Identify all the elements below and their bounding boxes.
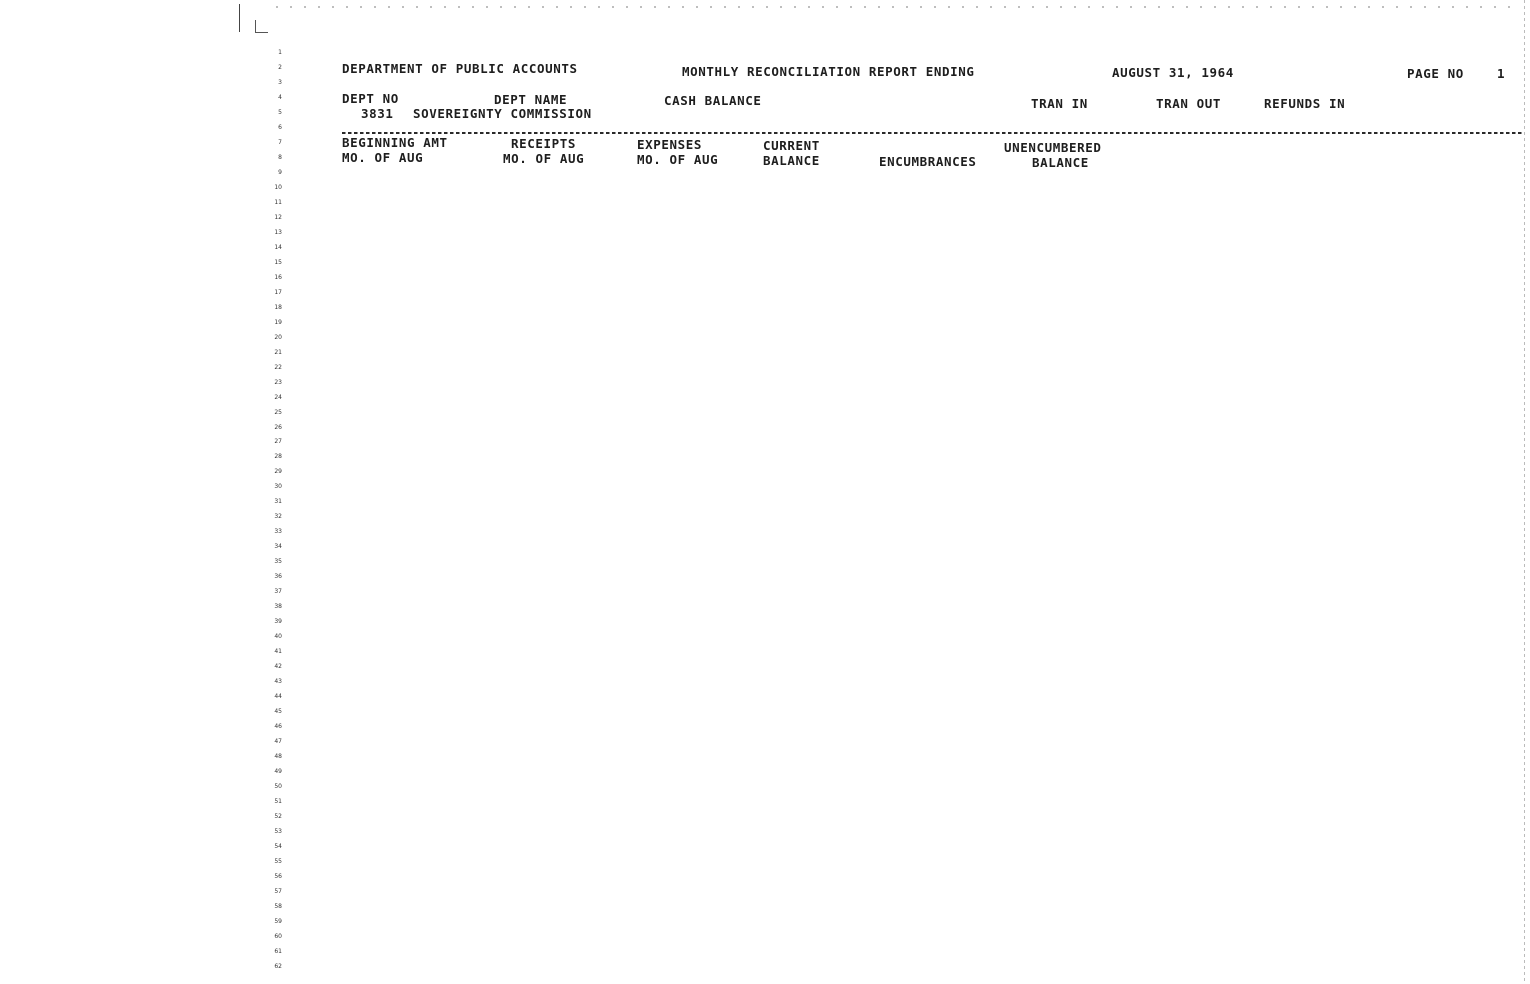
refunds-in-label: REFUNDS IN bbox=[1264, 96, 1346, 111]
line-number: 32 bbox=[274, 513, 282, 521]
page-number: 1 bbox=[1497, 66, 1506, 81]
line-number: 58 bbox=[274, 902, 282, 910]
page-corner-mark bbox=[255, 20, 268, 33]
dashed-separator bbox=[342, 132, 1522, 134]
line-number: 57 bbox=[274, 887, 282, 895]
dept-no-value: 3831 bbox=[361, 106, 394, 121]
col-expenses-sub: MO. OF AUG bbox=[637, 152, 719, 167]
line-number: 20 bbox=[274, 333, 282, 341]
line-number: 4 bbox=[278, 93, 282, 101]
line-number: 7 bbox=[278, 138, 282, 146]
page-number-label: PAGE NO bbox=[1407, 66, 1464, 81]
line-number: 12 bbox=[274, 213, 282, 221]
col-encumbrances: ENCUMBRANCES bbox=[879, 154, 977, 169]
line-number: 3 bbox=[278, 78, 282, 86]
line-number: 27 bbox=[274, 438, 282, 446]
line-number: 41 bbox=[274, 648, 282, 656]
line-number: 54 bbox=[274, 842, 282, 850]
line-number: 22 bbox=[274, 363, 282, 371]
line-number: 55 bbox=[274, 857, 282, 865]
line-number: 26 bbox=[274, 423, 282, 431]
line-number: 8 bbox=[278, 153, 282, 161]
line-number: 52 bbox=[274, 812, 282, 820]
line-number: 59 bbox=[274, 917, 282, 925]
line-number: 42 bbox=[274, 663, 282, 671]
right-perforation bbox=[1524, 0, 1525, 984]
line-number: 49 bbox=[274, 768, 282, 776]
line-number: 39 bbox=[274, 618, 282, 626]
col-expenses: EXPENSES bbox=[637, 137, 703, 152]
line-number: 2 bbox=[278, 63, 282, 71]
line-number: 28 bbox=[274, 453, 282, 461]
line-number: 36 bbox=[274, 573, 282, 581]
line-number: 51 bbox=[274, 798, 282, 805]
line-number: 11 bbox=[274, 198, 282, 206]
line-number: 53 bbox=[274, 827, 282, 835]
line-number: 56 bbox=[274, 872, 282, 880]
dept-name-label: DEPT NAME bbox=[494, 92, 568, 107]
line-number: 48 bbox=[274, 753, 282, 761]
line-number: 10 bbox=[274, 183, 282, 191]
col-unencumbered-sub: BALANCE bbox=[1032, 155, 1089, 170]
line-number: 23 bbox=[274, 378, 282, 386]
col-beginning-amt-sub: MO. OF AUG bbox=[342, 150, 424, 165]
line-number: 9 bbox=[278, 168, 282, 176]
line-number: 30 bbox=[274, 483, 282, 491]
col-receipts-sub: MO. OF AUG bbox=[503, 151, 585, 166]
line-number: 17 bbox=[274, 288, 282, 296]
line-number: 60 bbox=[274, 932, 282, 940]
line-number: 6 bbox=[278, 123, 282, 131]
line-number: 40 bbox=[274, 633, 282, 641]
line-number: 34 bbox=[274, 543, 282, 551]
line-number: 38 bbox=[274, 603, 282, 611]
line-number: 5 bbox=[278, 108, 282, 116]
line-number: 50 bbox=[274, 783, 282, 791]
dept-name-value: SOVEREIGNTY COMMISSION bbox=[413, 106, 592, 121]
line-number: 21 bbox=[274, 348, 282, 356]
col-receipts: RECEIPTS bbox=[511, 136, 577, 151]
line-number: 24 bbox=[274, 393, 282, 401]
col-current-sub: BALANCE bbox=[763, 153, 820, 168]
dept-no-label: DEPT NO bbox=[342, 91, 399, 106]
line-number: 19 bbox=[274, 318, 282, 326]
line-number: 47 bbox=[274, 738, 282, 746]
agency-name: DEPARTMENT OF PUBLIC ACCOUNTS bbox=[342, 61, 578, 76]
line-number: 14 bbox=[274, 243, 282, 251]
line-number: 15 bbox=[274, 258, 282, 266]
cash-balance-label: CASH BALANCE bbox=[664, 93, 762, 108]
col-unencumbered: UNENCUMBERED bbox=[1004, 140, 1102, 155]
line-number: 25 bbox=[274, 408, 282, 416]
tractor-feed-dots bbox=[270, 6, 1520, 8]
report-date: AUGUST 31, 1964 bbox=[1112, 65, 1234, 80]
page-feed-edge bbox=[239, 4, 240, 32]
line-number: 61 bbox=[274, 947, 282, 955]
line-number: 1 bbox=[278, 49, 282, 56]
report-title: MONTHLY RECONCILIATION REPORT ENDING bbox=[682, 64, 975, 79]
line-number: 45 bbox=[274, 708, 282, 716]
tran-in-label: TRAN IN bbox=[1031, 96, 1088, 111]
col-current: CURRENT bbox=[763, 138, 820, 153]
line-number: 44 bbox=[274, 693, 282, 701]
line-number: 29 bbox=[274, 468, 282, 476]
line-number: 13 bbox=[274, 228, 282, 236]
line-number: 35 bbox=[274, 558, 282, 566]
line-number: 18 bbox=[274, 303, 282, 311]
line-number: 37 bbox=[274, 588, 282, 596]
col-beginning-amt: BEGINNING AMT bbox=[342, 135, 448, 150]
line-number: 16 bbox=[274, 273, 282, 281]
tran-out-label: TRAN OUT bbox=[1156, 96, 1222, 111]
line-number: 62 bbox=[274, 962, 282, 970]
line-number: 43 bbox=[274, 678, 282, 686]
line-number: 31 bbox=[274, 498, 282, 506]
line-number: 33 bbox=[274, 528, 282, 536]
line-number: 46 bbox=[274, 723, 282, 731]
